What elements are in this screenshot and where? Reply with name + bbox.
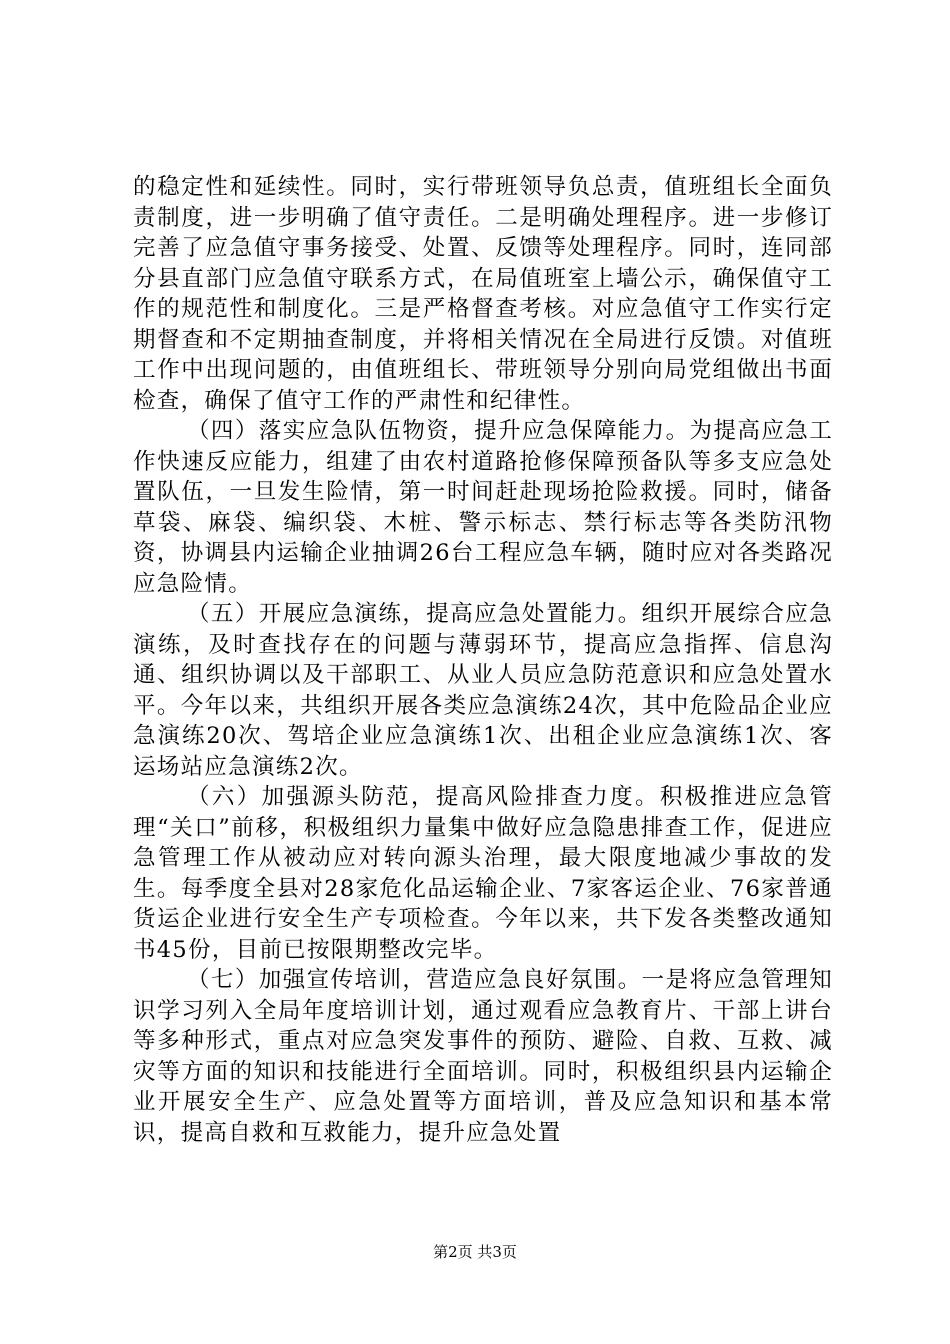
paragraph-section-7: （七）加强宣传培训，营造应急良好氛围。一是将应急管理知识学习列入全局年度培训计划，通过观看应急教育片、干部上讲台等多种形式，重点对应急突发事件的预防、避险、自救、互救、减灾等方面的知识和技能进行全面培训。同时，积极组织县内运输企业开展安全生产、应急处置等方面培训，普及应急知识和基本常识，提高自救和互救能力，提升应急处置 (133, 967, 833, 1146)
paragraph-continuation: 的稳定性和延续性。同时，实行带班领导负总责，值班组长全面负责制度，进一步明确了值守责任。二是明确处理程序。进一步修订完善了应急值守事务接受、处置、反馈等处理程序。同时，连同部分县直部门应急值守联系方式，在局值班室上墙公示，确保值守工作的规范性和制度化。三是严格督查考核。对应急值守工作实行定期督查和不定期抽查制度，并将相关情况在全局进行反馈。对值班工作中出现问题的，由值班组长、带班领导分别向局党组做出书面检查，确保了值守工作的严肃性和纪律性。 (133, 174, 833, 414)
paragraph-section-4: （四）落实应急队伍物资，提升应急保障能力。为提高应急工作快速反应能力，组建了由农村道路抢修保障预备队等多支应急处置队伍，一旦发生险情，第一时间赶赴现场抢险救援。同时，储备草袋、麻袋、编织袋、木桩、警示标志、禁行标志等各类防汛物资，协调县内运输企业抽调26台工程应急车辆，随时应对各类路况应急险情。 (133, 418, 833, 597)
page-number-label: 第2页 共3页 (433, 1243, 517, 1261)
paragraph-section-5: （五）开展应急演练，提高应急处置能力。组织开展综合应急演练，及时查找存在的问题与薄弱环节，提高应急指挥、信息沟通、组织协调以及干部职工、从业人员应急防范意识和应急处置水平。今年以来，共组织开展各类应急演练24次，其中危险品企业应急演练20次、驾培企业应急演练1次、出租企业应急演练1次、客运场站应急演练2次。 (133, 601, 833, 780)
document-body (133, 172, 833, 1148)
page-footer (0, 1242, 950, 1262)
paragraph-section-6: （六）加强源头防范，提高风险排查力度。积极推进应急管理“关口”前移，积极组织力量集中做好应急隐患排查工作，促进应急管理工作从被动应对转向源头治理，最大限度地减少事故的发生。每季度全县对28家危化品运输企业、7家客运企业、76家普通货运企业进行安全生产专项检查。今年以来，共下发各类整改通知书45份，目前已按限期整改完毕。 (133, 784, 833, 963)
